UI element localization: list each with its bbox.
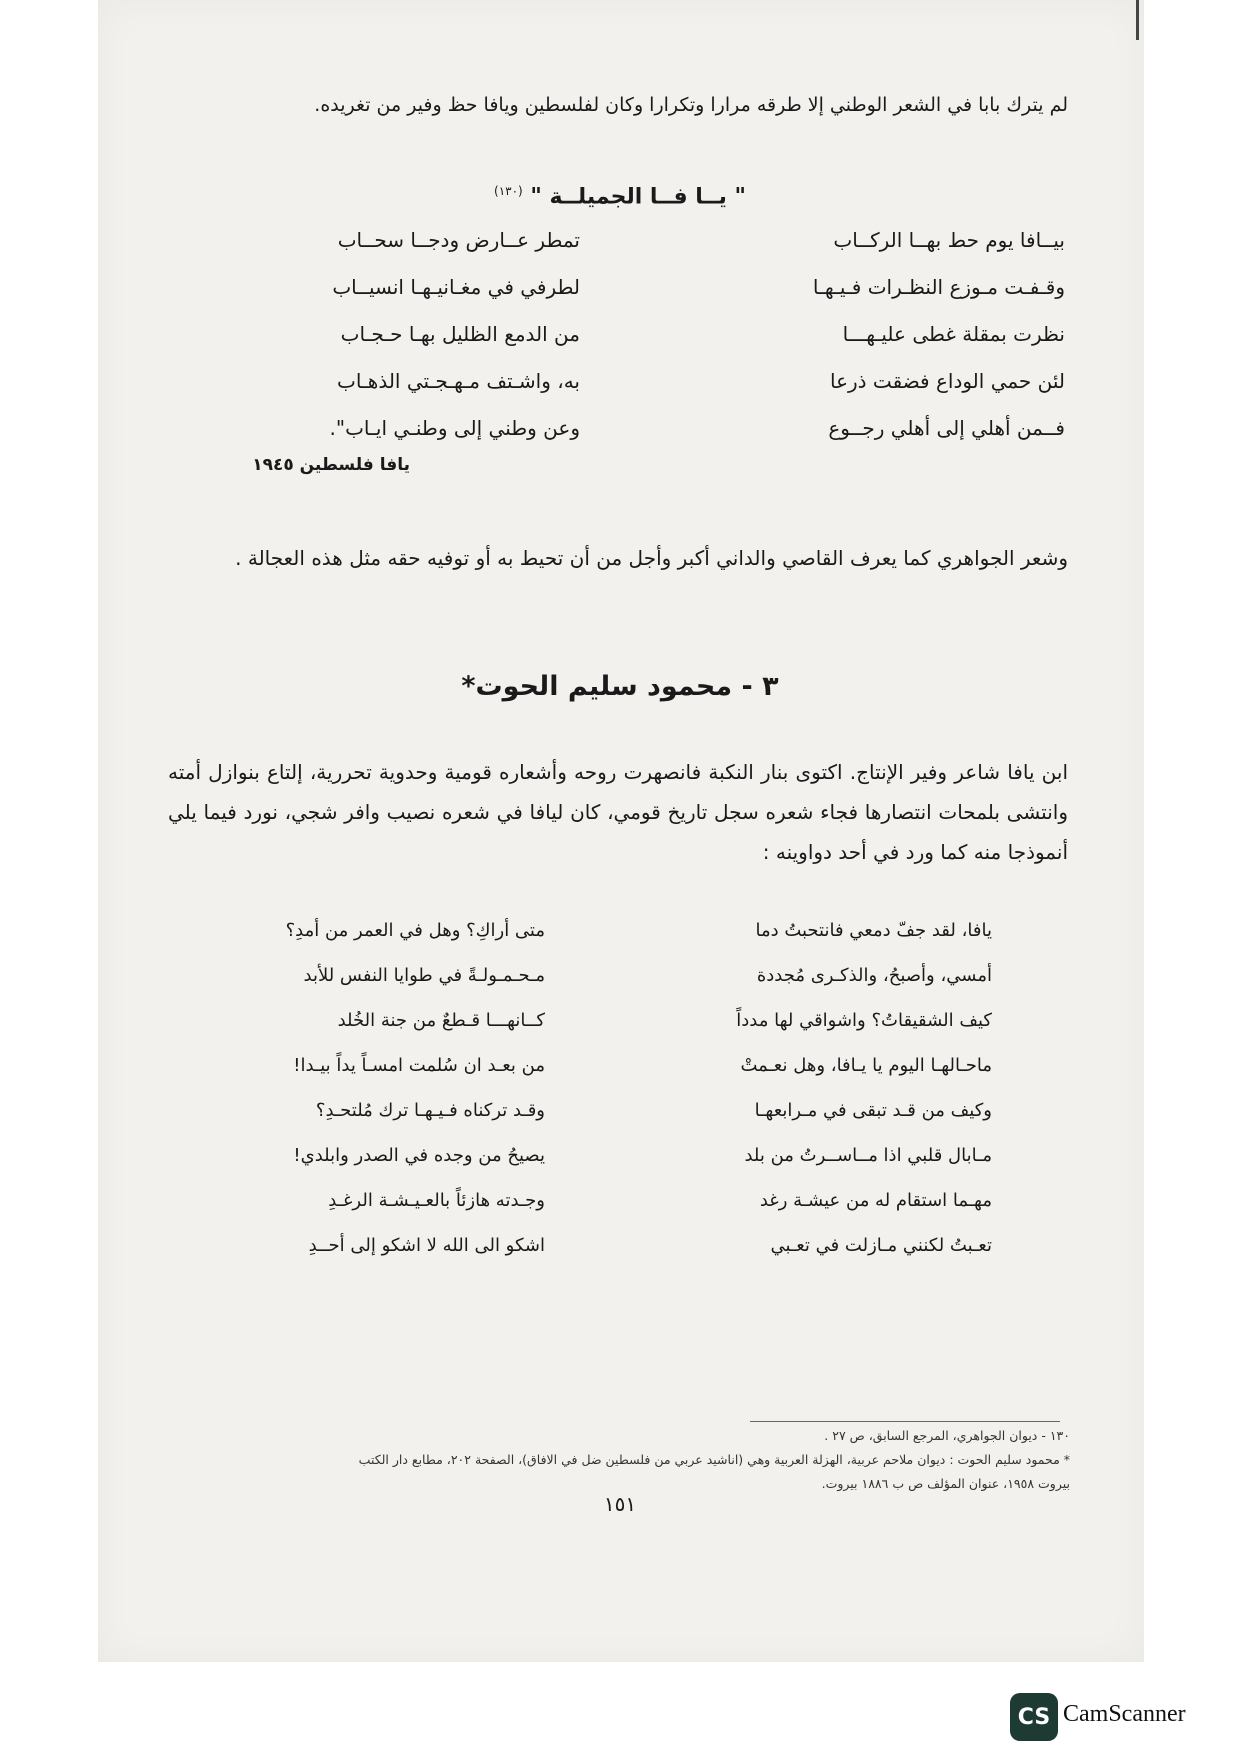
verse-left: يصيحُ من وجده في الصدر وابلدي! — [293, 1145, 545, 1166]
verse-left: وعن وطني إلى وطنـي ايـاب". — [329, 416, 580, 440]
verse-right: نظرت بمقلة غطى عليـهـــا — [842, 322, 1065, 346]
footnote-divider — [750, 1421, 1060, 1422]
footnote: ١٣٠ - ديوان الجواهري، المرجع السابق، ص ٢٧ . — [824, 1428, 1070, 1443]
page-number: ١٥١ — [603, 1492, 637, 1516]
camscanner-logo-icon: CS — [1010, 1693, 1058, 1741]
verse-right: لئن حمي الوداع فضقت ذرعا — [829, 369, 1065, 393]
camscanner-watermark: CamScanner — [1063, 1701, 1186, 1727]
verse-left: اشكو الى الله لا اشكو إلى أحــدِ — [308, 1235, 545, 1256]
verse-right: تعـبتُ لكنني مـازلت في تعـبي — [770, 1235, 992, 1256]
verse-right: وكيف من قـد تبقى في مـرابعهـا — [754, 1100, 992, 1121]
page-edge-line — [1136, 0, 1139, 40]
verse-left: من الدمع الظليل بهـا حـجـاب — [340, 322, 580, 346]
poem-signature: يافا فلسطين ١٩٤٥ — [252, 455, 410, 475]
verse-right: بيــافا يوم حط بهــا الركــاب — [833, 228, 1065, 252]
verse-right: أمسي، وأصبحُ، والذكـرى مُجددة — [756, 965, 992, 986]
verse-right: كيف الشقيقاتُ؟ واشواقي لها مدداً — [736, 1010, 992, 1031]
verse-left: وقـد تركناه فـيـهـا ترك مُلتحـدِ؟ — [315, 1100, 545, 1121]
footnote-ref: (١٣٠) — [494, 184, 523, 198]
verse-left: وجـدته هازئاً بالعـيـشـة الرغـدِ — [328, 1190, 545, 1211]
poem-title-text: " يــا فــا الجميلــة " — [530, 184, 746, 210]
verse-right: مـابال قلبي اذا مــاســرتُ من بلد — [744, 1145, 992, 1166]
verse-left: به، واشـتف مـهـجـتي الذهـاب — [337, 369, 580, 393]
verse-left: تمطر عــارض ودجــا سحــاب — [337, 228, 580, 252]
section-heading: ٣ - محمود سليم الحوت* — [461, 671, 779, 702]
verse-right: يافا، لقد جفّ دمعي فانتحبتُ دما — [755, 920, 992, 941]
footnote: بيروت ١٩٥٨، عنوان المؤلف ص ب ١٨٨٦ بيروت. — [821, 1476, 1070, 1491]
paragraph-biography: ابن يافا شاعر وفير الإنتاج. اكتوى بنار النكبة فانصهرت روحه وأشعاره قومية وحدوية تحررية، إلتاع بنوازل أمته وانتشى بلمحات انتصارها فجاء شعره سجل تاريخ قومي، كان ليافا في شعره نصيب وافر شجي، نورد فيما يلي أنموذجا منه كما ورد في أحد دواوينه : — [168, 760, 1068, 864]
verse-left: مـحـمـولـةً في طوايا النفس للأبد — [303, 965, 545, 986]
verse-right: ماحـالهـا اليوم يا يـافا، وهل نعـمتْ — [740, 1055, 992, 1076]
verse-right: وقـفـت مـوزع النظـرات فـيـهـا — [812, 275, 1065, 299]
paragraph-jawahiri: وشعر الجواهري كما يعرف القاصي والداني أكبر وأجل من أن تحيط به أو توفيه حقه مثل هذه العجالة . — [235, 546, 1068, 570]
verse-left: من بعـد ان سُلمت امسـاً يداً بيـدا! — [293, 1055, 545, 1076]
poem-title — [0, 184, 1240, 209]
intro-line: لم يترك بابا في الشعر الوطني إلا طرقه مرارا وتكرارا وكان لفلسطين ويافا حظ وفير من تغريده. — [314, 94, 1068, 116]
verse-left: لطرفي في مغـانيـهـا انسيــاب — [332, 275, 580, 299]
verse-right: مهـما استقام له من عيشـة رغد — [759, 1190, 992, 1211]
footnote: * محمود سليم الحوت : ديوان ملاحم عربية، الهزلة العربية وهي (اناشيد عربي من فلسطين ضل في الافاق)، الصفحة ٢٠٢، مطابع دار الكتب — [358, 1452, 1070, 1467]
verse-left: متى أراكِ؟ وهل في العمر من أمدِ؟ — [285, 920, 545, 941]
verse-right: فــمن أهلي إلى أهلي رجــوع — [828, 416, 1065, 440]
verse-left: كــانهـــا قـطعٌ من جنة الخُلد — [337, 1010, 545, 1031]
